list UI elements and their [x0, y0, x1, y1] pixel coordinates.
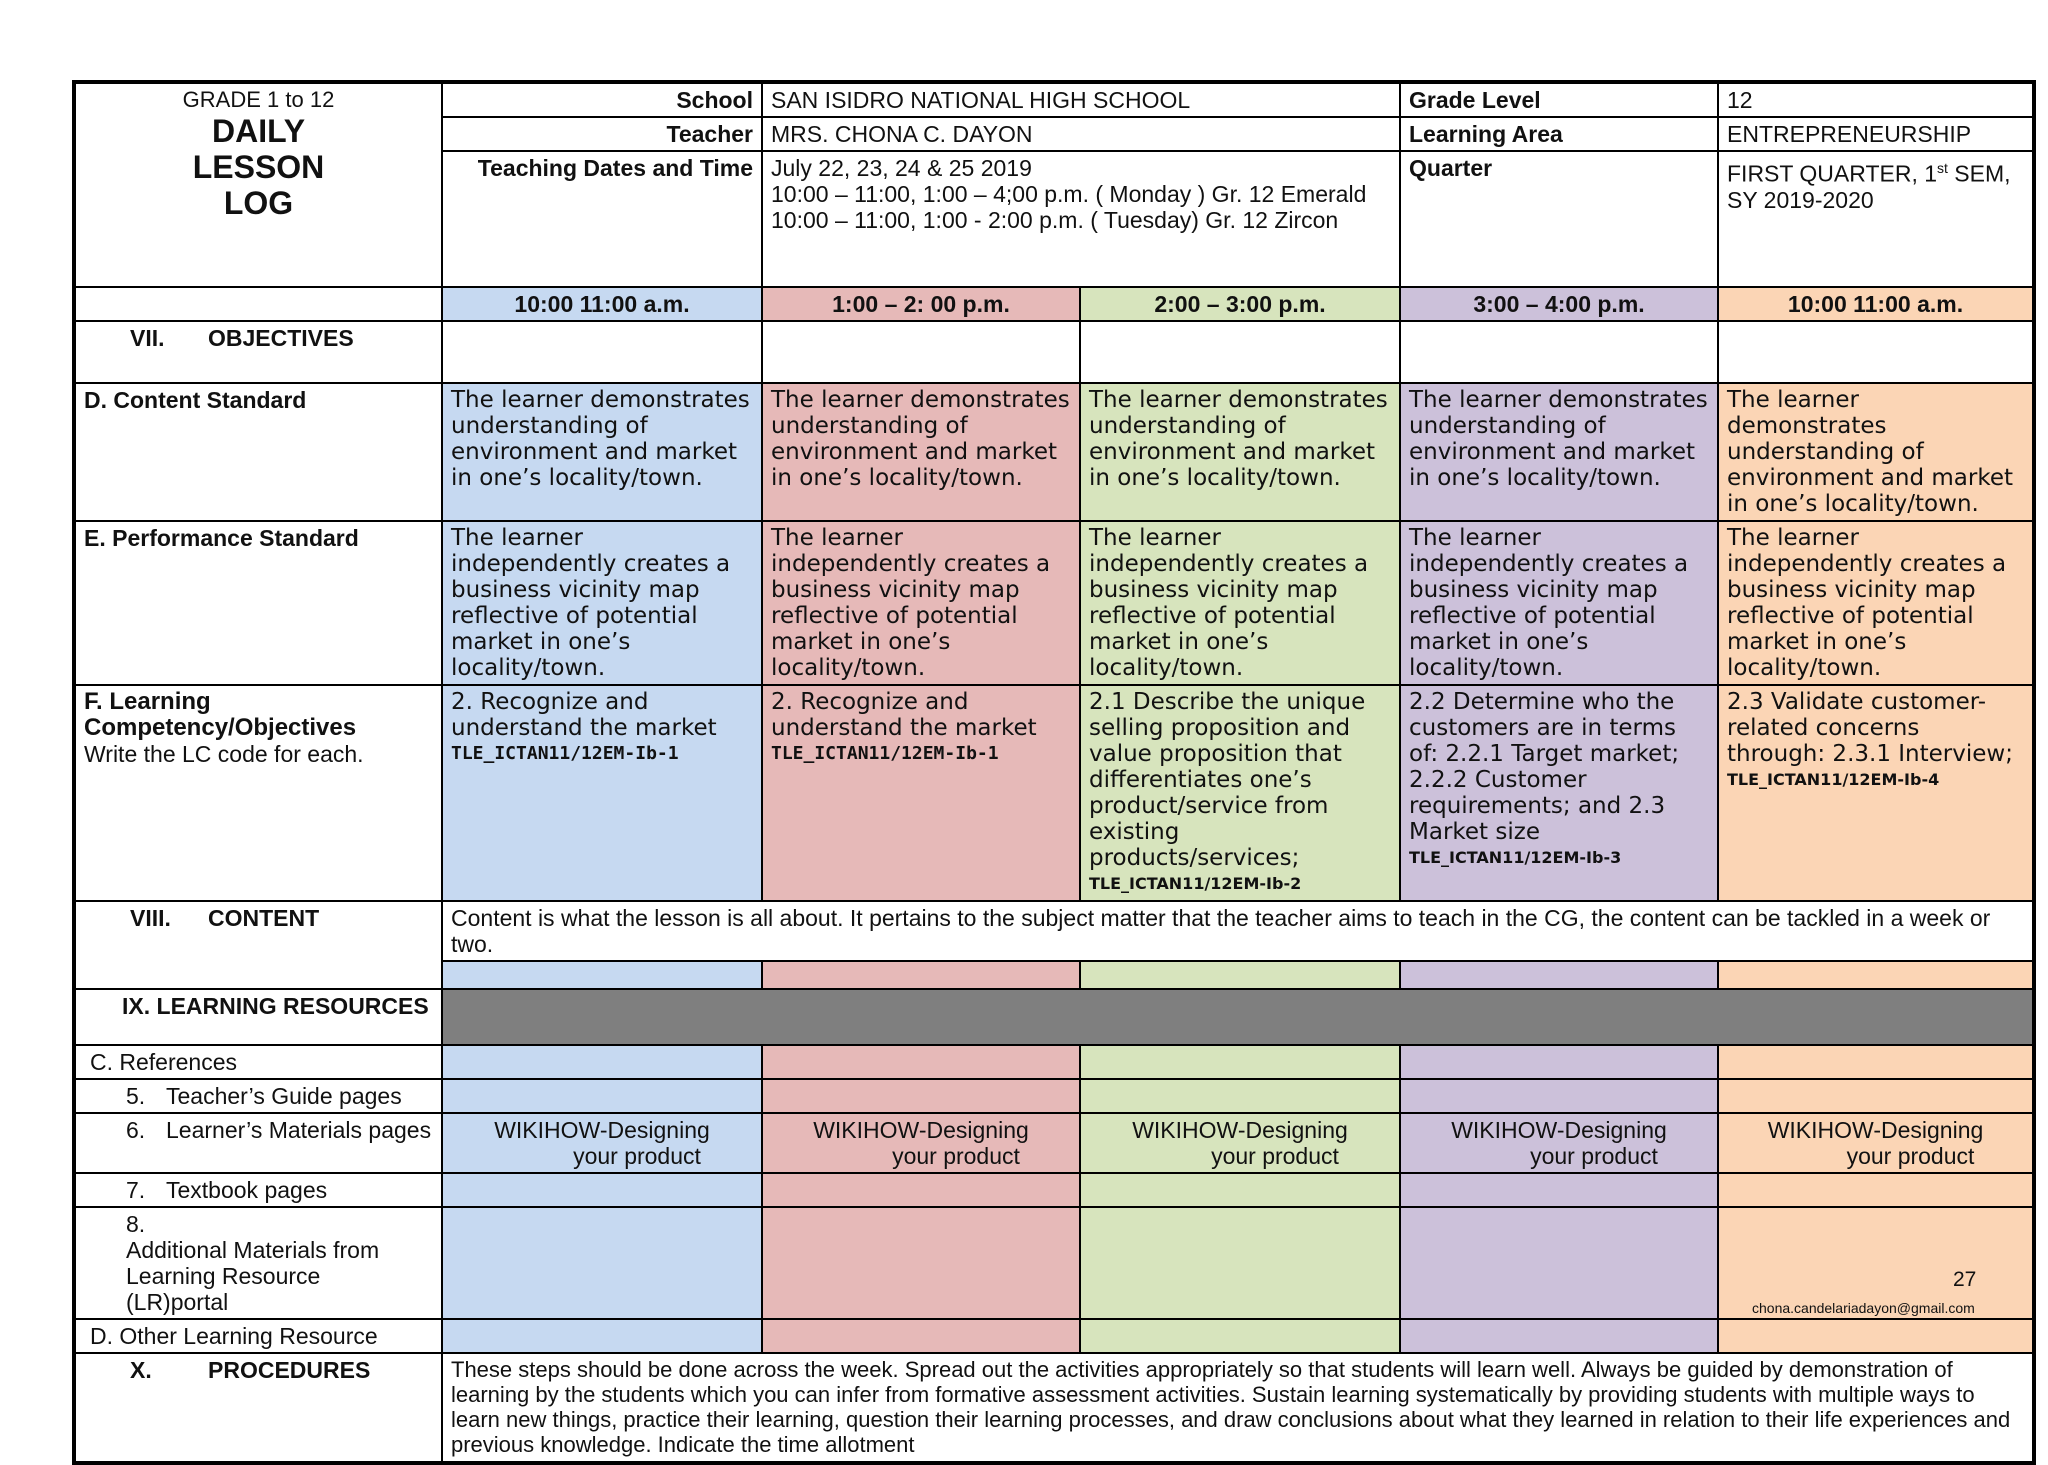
grade-range: GRADE 1 to 12 — [182, 87, 335, 112]
learners-materials-cell-2: WIKIHOW-Designing your product — [762, 1113, 1080, 1173]
dates-line-3: 10:00 – 11:00, 1:00 - 2:00 p.m. ( Tuesday) Gr. 12 Zircon — [771, 207, 1339, 233]
references-cell-4 — [1400, 1045, 1718, 1079]
competency-cell-4: 2.2 Determine who the customers are in terms of: 2.2.1 Target market; 2.2.2 Customer requirements; and 2.3 Market size TLE_ICTAN11/12EM-Ib-3 — [1400, 685, 1718, 901]
other-cell-1 — [442, 1319, 762, 1353]
competency-cell-1: 2. Recognize and understand the market TLE_ICTAN11/12EM-Ib-1 — [442, 685, 762, 901]
learning-resources-heading: IX. LEARNING RESOURCES — [74, 989, 442, 1045]
performance-standard-cell-4: The learner independently creates a business vicinity map reflective of potential market in one’s locality/town. — [1400, 521, 1718, 685]
objectives-cell-1 — [442, 321, 762, 383]
quarter-value: FIRST QUARTER, 1st SEM, SY 2019-2020 — [1718, 151, 2034, 287]
learning-area-value: ENTREPRENEURSHIP — [1718, 117, 2034, 151]
content-cell-2 — [762, 961, 1080, 989]
school-value: SAN ISIDRO NATIONAL HIGH SCHOOL — [762, 82, 1400, 117]
teachers-guide-label: 5. Teacher’s Guide pages — [74, 1079, 442, 1113]
objectives-cell-3 — [1080, 321, 1400, 383]
procedures-heading: X. PROCEDURES — [74, 1353, 442, 1463]
dates-line-1: July 22, 23, 24 & 25 2019 — [771, 155, 1032, 181]
objectives-cell-4 — [1400, 321, 1718, 383]
learners-materials-cell-5: WIKIHOW-Designing your product — [1718, 1113, 2034, 1173]
additional-cell-3 — [1080, 1207, 1400, 1319]
textbook-cell-5 — [1718, 1173, 2034, 1207]
content-cell-4 — [1400, 961, 1718, 989]
textbook-cell-4 — [1400, 1173, 1718, 1207]
other-cell-2 — [762, 1319, 1080, 1353]
time-slot-5: 10:00 11:00 a.m. — [1718, 287, 2034, 321]
school-label: School — [442, 82, 762, 117]
teacher-label: Teacher — [442, 117, 762, 151]
learners-materials-cell-4: WIKIHOW-Designing your product — [1400, 1113, 1718, 1173]
content-standard-cell-1: The learner demonstrates understanding of environment and market in one’s locality/town. — [442, 383, 762, 521]
time-slot-3: 2:00 – 3:00 p.m. — [1080, 287, 1400, 321]
learning-resources-bar — [442, 989, 2034, 1045]
teaching-dates-label: Teaching Dates and Time — [442, 151, 762, 287]
footer-email: chona.candelariadayon@gmail.com — [1752, 1300, 1975, 1316]
textbook-cell-3 — [1080, 1173, 1400, 1207]
learners-materials-cell-1: WIKIHOW-Designing your product — [442, 1113, 762, 1173]
content-description: Content is what the lesson is all about. It pertains to the subject matter that the teacher aims to teach in the CG, the content can be tackled in a week or two. — [442, 901, 2034, 961]
teacher-value: MRS. CHONA C. DAYON — [762, 117, 1400, 151]
grade-level-label: Grade Level — [1400, 82, 1718, 117]
dll-title-block — [74, 82, 442, 287]
competency-cell-2: 2. Recognize and understand the market TLE_ICTAN11/12EM-Ib-1 — [762, 685, 1080, 901]
time-slot-4: 3:00 – 4:00 p.m. — [1400, 287, 1718, 321]
additional-cell-1 — [442, 1207, 762, 1319]
grade-level-value: 12 — [1718, 82, 2034, 117]
lc-code: TLE_ICTAN11/12EM-Ib-1 — [771, 743, 999, 764]
title-line-2: LESSON — [192, 149, 325, 185]
performance-standard-cell-3: The learner independently creates a business vicinity map reflective of potential market in one’s locality/town. — [1080, 521, 1400, 685]
objectives-heading: VII. OBJECTIVES — [74, 321, 442, 383]
competency-cell-3: 2.1 Describe the unique selling proposition and value proposition that differentiates one’s product/service from existing products/services; TLE_ICTAN11/12EM-Ib-2 — [1080, 685, 1400, 901]
references-cell-5 — [1718, 1045, 2034, 1079]
title-line-3: LOG — [223, 185, 294, 221]
learners-materials-label: 6. Learner’s Materials pages — [74, 1113, 442, 1173]
lc-code: TLE_ICTAN11/12EM-Ib-4 — [1727, 770, 1940, 789]
textbook-cell-2 — [762, 1173, 1080, 1207]
additional-cell-4 — [1400, 1207, 1718, 1319]
references-cell-3 — [1080, 1045, 1400, 1079]
learners-materials-cell-3: WIKIHOW-Designing your product — [1080, 1113, 1400, 1173]
lc-code: TLE_ICTAN11/12EM-Ib-1 — [451, 743, 679, 764]
teachers-guide-cell-1 — [442, 1079, 762, 1113]
time-slot-2: 1:00 – 2: 00 p.m. — [762, 287, 1080, 321]
content-standard-cell-2: The learner demonstrates understanding of environment and market in one’s locality/town. — [762, 383, 1080, 521]
title-line-1: DAILY — [211, 113, 306, 149]
performance-standard-cell-1: The learner independently creates a business vicinity map reflective of potential market in one’s locality/town. — [442, 521, 762, 685]
other-cell-3 — [1080, 1319, 1400, 1353]
additional-materials-label: 8.Additional Materials from Learning Resource (LR)portal — [74, 1207, 442, 1319]
content-cell-3 — [1080, 961, 1400, 989]
dates-line-2: 10:00 – 11:00, 1:00 – 4;00 p.m. ( Monday ) Gr. 12 Emerald — [771, 181, 1367, 207]
quarter-label: Quarter — [1400, 151, 1718, 287]
performance-standard-cell-2: The learner independently creates a business vicinity map reflective of potential market in one’s locality/town. — [762, 521, 1080, 685]
content-cell-5 — [1718, 961, 2034, 989]
teachers-guide-cell-2 — [762, 1079, 1080, 1113]
content-heading: VIII. CONTENT — [74, 901, 442, 989]
content-standard-cell-3: The learner demonstrates understanding of environment and market in one’s locality/town. — [1080, 383, 1400, 521]
lc-code: TLE_ICTAN11/12EM-Ib-3 — [1409, 848, 1622, 867]
daily-lesson-log-table — [72, 80, 2036, 1465]
teachers-guide-cell-5 — [1718, 1079, 2034, 1113]
textbook-cell-1 — [442, 1173, 762, 1207]
time-row-spacer — [74, 287, 442, 321]
procedures-description: These steps should be done across the week. Spread out the activities appropriately so that students will learn well. Always be guided by demonstration of learning by the students which you can infer from formative assessment activities. Sustain learning systematically by providing students with multiple ways to learn new things, practice their learning, question their learning processes, and draw conclusions about what they learned in relation to their life experiences and previous knowledge. Indicate the time allotment — [442, 1353, 2034, 1463]
other-cell-4 — [1400, 1319, 1718, 1353]
objectives-cell-2 — [762, 321, 1080, 383]
content-cell-1 — [442, 961, 762, 989]
page-number: 27 — [1953, 1268, 1977, 1291]
performance-standard-cell-5: The learner independently creates a business vicinity map reflective of potential market in one’s locality/town. — [1718, 521, 2034, 685]
time-slot-1: 10:00 11:00 a.m. — [442, 287, 762, 321]
content-standard-cell-4: The learner demonstrates understanding of environment and market in one’s locality/town. — [1400, 383, 1718, 521]
references-cell-2 — [762, 1045, 1080, 1079]
teachers-guide-cell-3 — [1080, 1079, 1400, 1113]
references-label: C. References — [74, 1045, 442, 1079]
textbook-label: 7. Textbook pages — [74, 1173, 442, 1207]
other-cell-5 — [1718, 1319, 2034, 1353]
teachers-guide-cell-4 — [1400, 1079, 1718, 1113]
objectives-cell-5 — [1718, 321, 2034, 383]
learning-competency-label: F. Learning Competency/Objectives Write the LC code for each. — [74, 685, 442, 901]
performance-standard-label: E. Performance Standard — [74, 521, 442, 685]
references-cell-1 — [442, 1045, 762, 1079]
learning-area-label: Learning Area — [1400, 117, 1718, 151]
teaching-dates-value — [762, 151, 1400, 287]
other-resource-label: D. Other Learning Resource — [74, 1319, 442, 1353]
content-standard-label: D. Content Standard — [74, 383, 442, 521]
lc-code: TLE_ICTAN11/12EM-Ib-2 — [1089, 874, 1302, 893]
content-standard-cell-5: The learner demonstrates understanding of environment and market in one’s locality/town. — [1718, 383, 2034, 521]
additional-cell-2 — [762, 1207, 1080, 1319]
competency-cell-5: 2.3 Validate customer-related concerns through: 2.3.1 Interview; TLE_ICTAN11/12EM-Ib-4 — [1718, 685, 2034, 901]
